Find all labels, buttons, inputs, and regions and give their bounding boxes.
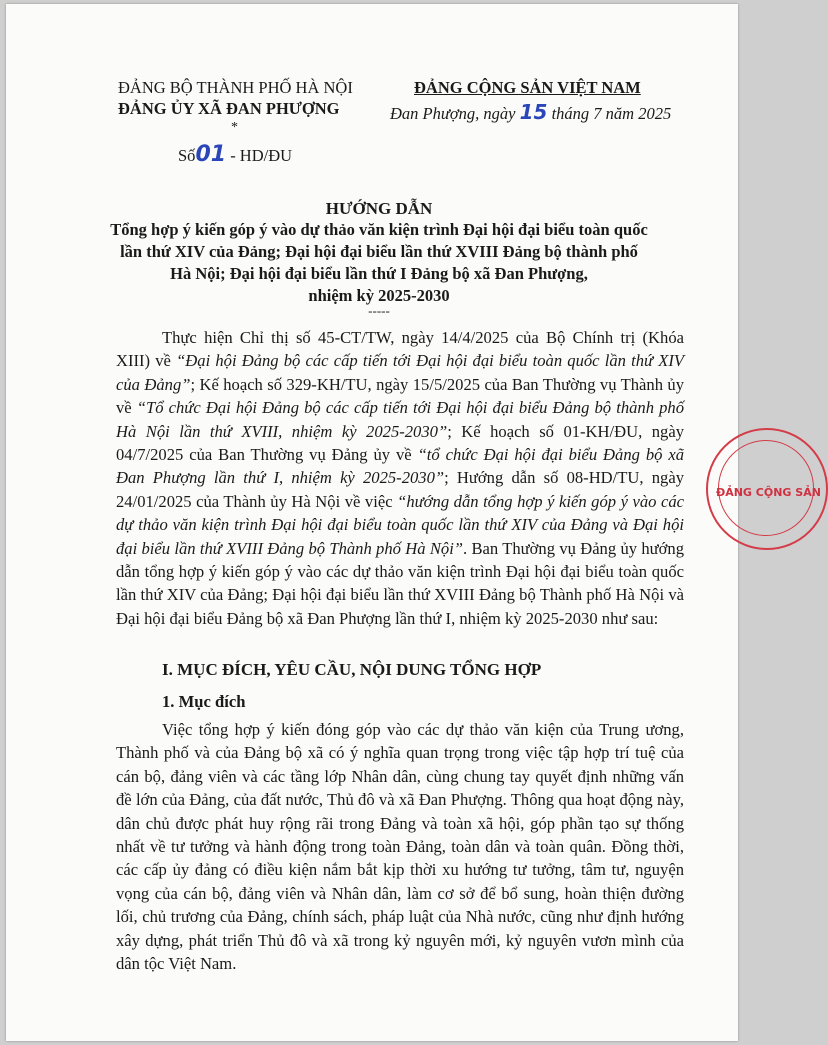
purpose-paragraph: Việc tổng hợp ý kiến đóng góp vào các dự thảo văn kiện của Trung ương, Thành phố và của Đảng bộ xã có ý nghĩa quan trọng trong việc tập hợp trí tuệ của cán bộ, đảng viên và các tầng lớp Nhân dân, cùng chung tay quyết định những vấn đề lớn của Đảng, của đất nước, Thủ đô và xã Đan Phượng. Thông qua hoạt động này, dân chủ được phát huy rộng rãi trong Đảng và toàn xã hội, góp phần tạo sự thống nhất về tư tưởng và hành động trong toàn Đảng, toàn dân và toàn quân. Đồng thời, các cấp ủy đảng có điều kiện nắm bắt kịp thời xu hướng tư tưởng, tâm tư, nguyện vọng của cán bộ, đảng viên và Nhân dân, làm cơ sở để bổ sung, hoàn thiện đường lối, chủ trương của Đảng, chính sách, pháp luật của Nhà nước, cũng như định hướng xây dựng, phát triển Thủ đô và xã trong kỷ nguyên mới, kỷ nguyên vươn mình của dân tộc Việt Nam. bbox=[116, 720, 684, 974]
handwritten-day: 15 bbox=[519, 100, 548, 124]
handwritten-number: 01 bbox=[195, 142, 227, 167]
document-page bbox=[6, 4, 821, 1041]
date-prefix: Đan Phượng, ngày bbox=[390, 104, 516, 123]
issue-date bbox=[390, 100, 671, 124]
intro-quote-2: “Tổ chức Đại hội Đảng bộ các cấp tiến tới Đại hội đại biểu Đảng bộ thành phố Hà Nội lần thứ XVIII, nhiệm kỳ 2025-2030” bbox=[116, 398, 685, 441]
party-committee-commune: ĐẢNG ỦY XÃ ĐAN PHƯỢNG bbox=[118, 99, 340, 118]
date-suffix: tháng 7 năm 2025 bbox=[551, 104, 672, 123]
intro-paragraph bbox=[116, 326, 684, 630]
subtitle-line-4: nhiệm kỳ 2025-2030 bbox=[308, 286, 450, 305]
intro-text-2: ; Kế hoạch số 329-KH/TU, ngày 15/5/2025 của Ban Thường vụ Thành ủy về bbox=[116, 374, 684, 418]
document-number bbox=[178, 142, 292, 167]
party-committee-city: ĐẢNG BỘ THÀNH PHỐ HÀ NỘI bbox=[118, 78, 353, 97]
number-prefix: Số bbox=[178, 146, 196, 165]
subtitle-line-2: lần thứ XIV của Đảng; Đại hội đại biểu lần thứ XVIII Đảng bộ thành phố bbox=[120, 242, 638, 261]
party-national-title: ĐẢNG CỘNG SẢN VIỆT NAM bbox=[414, 78, 641, 97]
section-1-heading: I. MỤC ĐÍCH, YÊU CẦU, NỘI DUNG TỔNG HỢP bbox=[162, 660, 542, 679]
intro-text-5: . Ban Thường vụ Đảng ủy hướng dẫn tổng hợp ý kiến góp ý vào các dự thảo văn kiện trình Đại hội đại biểu toàn quốc lần thứ XIV của Đảng; Đại hội đại biểu lần thứ XVIII Đảng bộ Thành phố Hà Nội và Đại hội đại biểu Đảng bộ xã Đan Phượng lần thứ I, nhiệm kỳ 2025-2030 như sau: bbox=[116, 538, 685, 628]
party-seal-stamp bbox=[706, 428, 828, 550]
subtitle-line-3: Hà Nội; Đại hội đại biểu lần thứ I Đảng bộ xã Đan Phượng, bbox=[170, 264, 588, 283]
header-star: * bbox=[231, 120, 238, 135]
intro-quote-4: “hướng dẫn tổng hợp ý kiến góp ý vào các dự thảo văn kiện trình Đại hội đại biểu toàn quốc lần thứ XIV của Đảng và Đại hội đại biểu lần thứ XVIII Đảng bộ Thành phố Hà Nội” bbox=[116, 491, 684, 558]
intro-text-3: ; Kế hoạch số 01-KH/ĐU, ngày 04/7/2025 của Ban Thường vụ Đảng ủy về bbox=[116, 421, 684, 465]
document-type-heading: HƯỚNG DẪN bbox=[325, 199, 433, 218]
intro-text-1: Thực hiện Chỉ thị số 45-CT/TW, ngày 14/4/2025 của Bộ Chính trị (Khóa XIII) về bbox=[116, 328, 684, 371]
subsection-1-heading: 1. Mục đích bbox=[162, 692, 246, 711]
intro-quote-3: “tổ chức Đại hội đại biểu Đảng bộ xã Đan Phượng lần thứ I, nhiệm kỳ 2025-2030” bbox=[116, 445, 684, 488]
number-suffix: - HD/ĐU bbox=[230, 146, 293, 165]
title-separator: ----- bbox=[368, 303, 390, 318]
stamp-text: ĐẢNG CỘNG SẢN bbox=[716, 486, 821, 499]
intro-text-4: ; Hướng dẫn số 08-HD/TU, ngày 24/01/2025 của Thành ủy Hà Nội về việc bbox=[116, 468, 684, 511]
intro-quote-1: “Đại hội Đảng bộ các cấp tiến tới Đại hội đại biểu toàn quốc lần thứ XIV của Đảng” bbox=[116, 351, 684, 394]
subtitle-line-1: Tổng hợp ý kiến góp ý vào dự thảo văn kiện trình Đại hội đại biểu toàn quốc bbox=[110, 220, 648, 239]
